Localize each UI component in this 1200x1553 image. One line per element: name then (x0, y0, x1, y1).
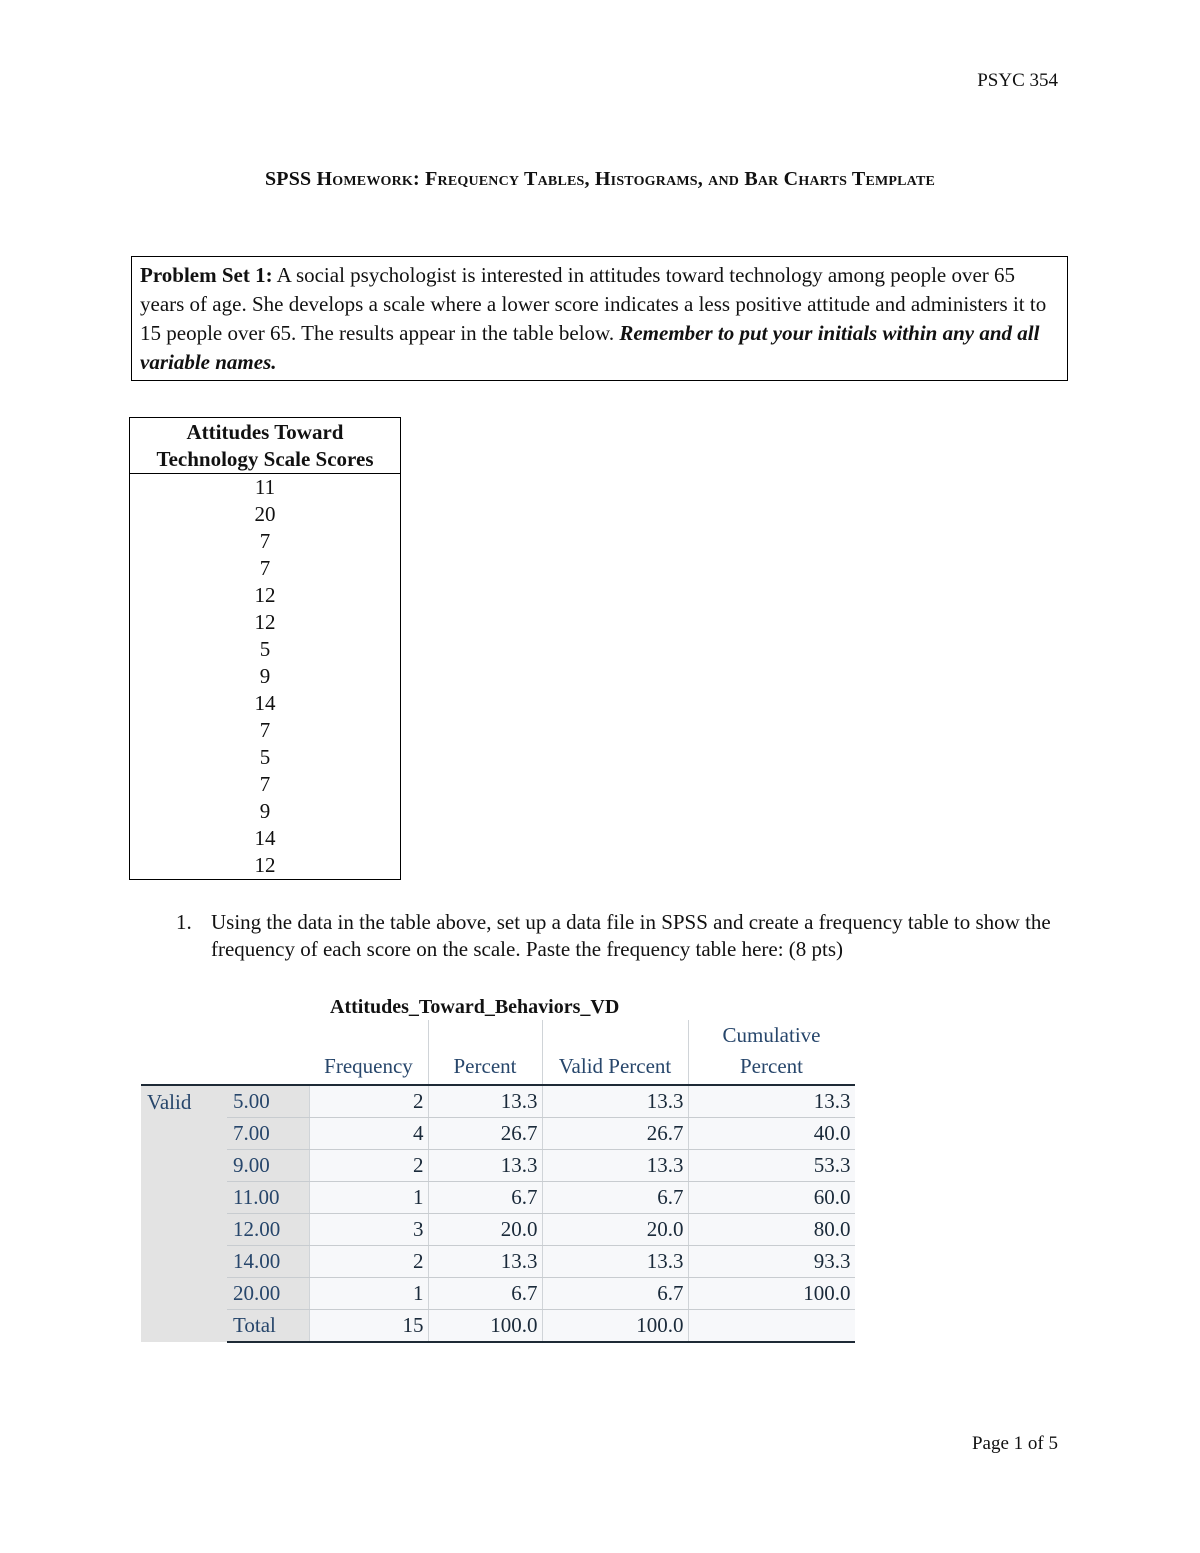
scores-table-body (130, 474, 401, 880)
cumulative-percent-cell (688, 1310, 855, 1343)
frequency-cell: 2 (310, 1150, 429, 1182)
value-label: 9.00 (227, 1150, 310, 1182)
score-cell: 14 (254, 691, 276, 715)
score-cell: 9 (259, 799, 271, 823)
score-cell: 7 (259, 529, 271, 553)
frequency-row (141, 1278, 855, 1310)
score-cell: 9 (259, 664, 271, 688)
frequency-table-body (141, 1085, 855, 1342)
frequency-row (141, 1214, 855, 1246)
score-cell: 5 (259, 745, 271, 769)
frequency-cell: 2 (310, 1085, 429, 1118)
score-row (130, 474, 401, 502)
score-cell: 14 (254, 826, 276, 850)
frequency-cell: 4 (310, 1118, 429, 1150)
frequency-row (141, 1085, 855, 1118)
frequency-cell: 1 (310, 1278, 429, 1310)
score-cell: 7 (259, 718, 271, 742)
question-1 (176, 909, 1056, 963)
percent-cell: 100.0 (428, 1310, 542, 1343)
value-label: 11.00 (227, 1182, 310, 1214)
valid-percent-column-header: Valid Percent (542, 1020, 688, 1085)
course-code: PSYC 354 (977, 70, 1058, 91)
score-cell: 7 (259, 772, 271, 796)
frequency-table-title: Attitudes_Toward_Behaviors_VD (330, 996, 620, 1018)
percent-cell: 26.7 (428, 1118, 542, 1150)
score-cell: 20 (254, 502, 276, 526)
value-label: Total (227, 1310, 310, 1343)
scores-header-line2: Technology Scale Scores (156, 447, 374, 471)
value-label: 20.00 (227, 1278, 310, 1310)
problem-set-reminder: Remember to put your initials within any and all variable names. (140, 321, 1040, 374)
cumulative-percent-cell: 53.3 (688, 1150, 855, 1182)
problem-set-label: Problem Set 1: (140, 263, 273, 287)
frequency-row (141, 1246, 855, 1278)
score-row (130, 555, 401, 582)
score-row (130, 825, 401, 852)
frequency-row (141, 1150, 855, 1182)
score-row (130, 852, 401, 880)
cumulative-percent-column-header: Cumulative Percent (688, 1020, 855, 1085)
frequency-cell: 15 (310, 1310, 429, 1343)
score-row (130, 771, 401, 798)
value-label: 7.00 (227, 1118, 310, 1150)
cumulative-percent-cell: 93.3 (688, 1246, 855, 1278)
frequency-table (141, 1020, 855, 1343)
frequency-row (141, 1182, 855, 1214)
cumulative-percent-cell: 80.0 (688, 1214, 855, 1246)
score-row (130, 528, 401, 555)
question-text: Using the data in the table above, set up a data file in SPSS and create a frequency table to show the frequency of each score on the scale. Paste the frequency table here: (8 pts) (211, 910, 1051, 961)
value-label: 12.00 (227, 1214, 310, 1246)
score-row (130, 663, 401, 690)
question-number: 1. (176, 910, 192, 934)
valid-percent-cell: 6.7 (542, 1278, 688, 1310)
score-cell: 11 (254, 475, 276, 499)
score-row (130, 798, 401, 825)
value-label: 14.00 (227, 1246, 310, 1278)
document-title: SPSS Homework: Frequency Tables, Histograms, and Bar Charts Template (264, 168, 936, 190)
frequency-table-corner (141, 1020, 310, 1085)
scores-header-line1: Attitudes Toward (186, 420, 344, 444)
valid-percent-cell: 20.0 (542, 1214, 688, 1246)
value-label: 5.00 (227, 1085, 310, 1118)
valid-percent-cell: 6.7 (542, 1182, 688, 1214)
score-row (130, 690, 401, 717)
score-cell: 5 (259, 637, 271, 661)
valid-group-label: Valid (141, 1085, 227, 1342)
cumulative-percent-cell: 60.0 (688, 1182, 855, 1214)
cumulative-percent-cell: 100.0 (688, 1278, 855, 1310)
score-row (130, 717, 401, 744)
percent-cell: 13.3 (428, 1150, 542, 1182)
percent-cell: 6.7 (428, 1278, 542, 1310)
percent-cell: 13.3 (428, 1085, 542, 1118)
percent-cell: 6.7 (428, 1182, 542, 1214)
valid-percent-cell: 26.7 (542, 1118, 688, 1150)
problem-set-box (131, 256, 1068, 381)
scores-table-header (130, 418, 401, 474)
frequency-row (141, 1118, 855, 1150)
cumulative-percent-cell: 13.3 (688, 1085, 855, 1118)
valid-percent-cell: 100.0 (542, 1310, 688, 1343)
frequency-cell: 3 (310, 1214, 429, 1246)
score-row (130, 636, 401, 663)
score-row (130, 501, 401, 528)
frequency-cell: 2 (310, 1246, 429, 1278)
frequency-column-header: Frequency (310, 1020, 429, 1085)
valid-percent-cell: 13.3 (542, 1085, 688, 1118)
cumulative-percent-cell: 40.0 (688, 1118, 855, 1150)
score-cell: 12 (254, 610, 276, 634)
percent-cell: 13.3 (428, 1246, 542, 1278)
valid-percent-cell: 13.3 (542, 1150, 688, 1182)
frequency-cell: 1 (310, 1182, 429, 1214)
score-row (130, 609, 401, 636)
problem-set-text: A social psychologist is interested in attitudes toward technology among people over 65 years of age. She develops a scale where a lower score indicates a less positive attitude and administers it to 15 people over 65. The results appear in the table below. (140, 263, 1047, 345)
score-cell: 7 (259, 556, 271, 580)
score-row (130, 744, 401, 771)
page-number: Page 1 of 5 (971, 1433, 1058, 1454)
percent-column-header: Percent (428, 1020, 542, 1085)
score-cell: 12 (254, 583, 276, 607)
score-row (130, 582, 401, 609)
valid-percent-cell: 13.3 (542, 1246, 688, 1278)
frequency-row (141, 1310, 855, 1343)
score-cell: 12 (254, 853, 276, 877)
scores-table (129, 417, 401, 880)
percent-cell: 20.0 (428, 1214, 542, 1246)
